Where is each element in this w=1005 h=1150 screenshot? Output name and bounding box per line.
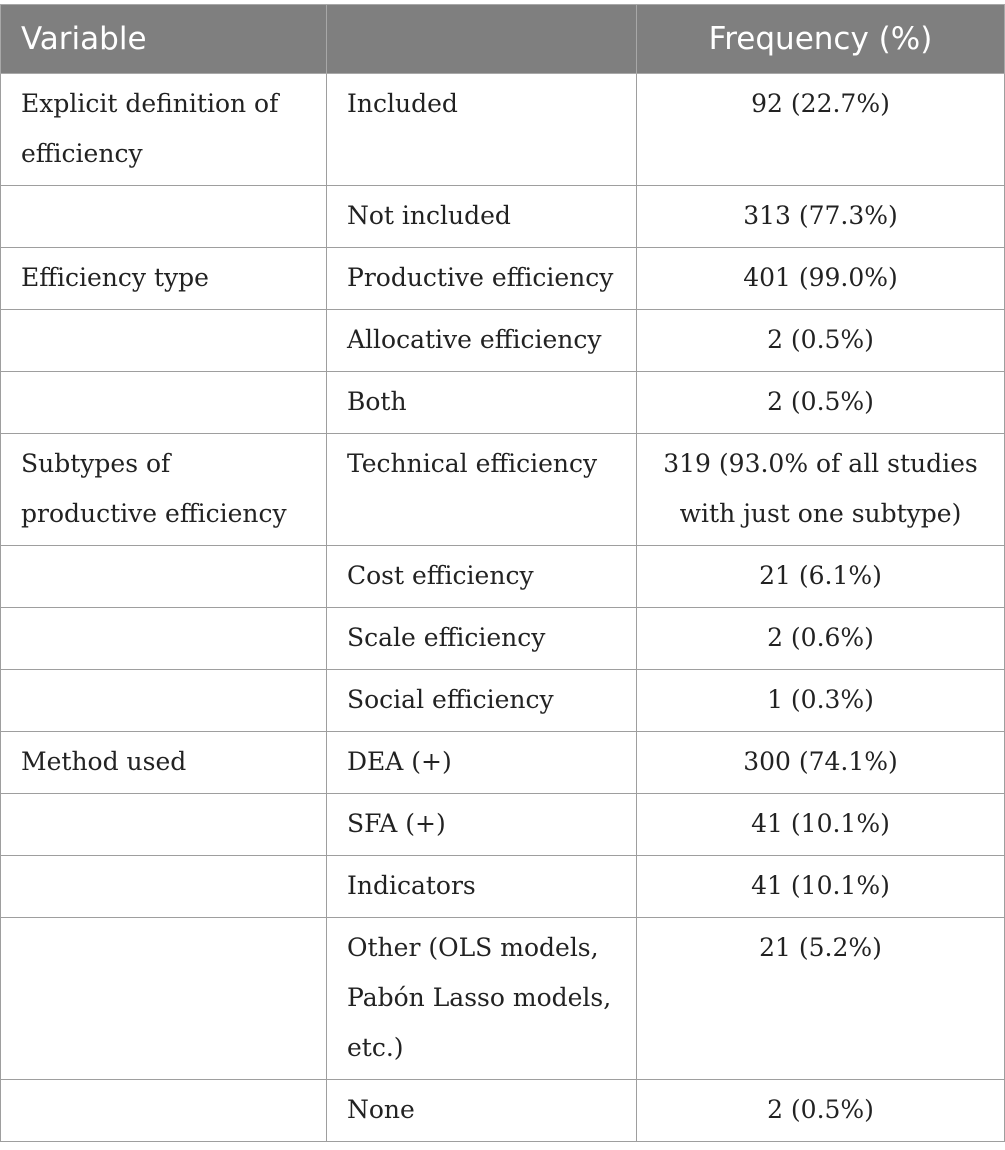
cell-category: Both <box>327 372 637 434</box>
cell-frequency: 41 (10.1%) <box>637 856 1005 918</box>
table-row <box>1 372 1005 434</box>
table-row <box>1 608 1005 670</box>
cell-category: DEA (+) <box>327 732 637 794</box>
cell-category: Scale efficiency <box>327 608 637 670</box>
cell-frequency: 21 (6.1%) <box>637 546 1005 608</box>
cell-variable <box>1 1080 327 1142</box>
cell-category: Productive efficiency <box>327 248 637 310</box>
cell-frequency: 2 (0.5%) <box>637 372 1005 434</box>
cell-category: Allocative efficiency <box>327 310 637 372</box>
cell-category: Other (OLS models, Pabón Lasso models, etc.) <box>327 918 637 1080</box>
cell-variable <box>1 670 327 732</box>
cell-variable <box>1 186 327 248</box>
cell-category: Not included <box>327 186 637 248</box>
cell-category: None <box>327 1080 637 1142</box>
cell-frequency: 401 (99.0%) <box>637 248 1005 310</box>
cell-category: Cost efficiency <box>327 546 637 608</box>
table-row <box>1 670 1005 732</box>
table-row <box>1 918 1005 1080</box>
cell-frequency: 300 (74.1%) <box>637 732 1005 794</box>
cell-category: Included <box>327 74 637 186</box>
cell-category: Indicators <box>327 856 637 918</box>
header-frequency: Frequency (%) <box>637 5 1005 74</box>
cell-category: Social efficiency <box>327 670 637 732</box>
table-header-row <box>1 5 1005 74</box>
cell-variable <box>1 546 327 608</box>
header-variable: Variable <box>1 5 327 74</box>
cell-frequency: 1 (0.3%) <box>637 670 1005 732</box>
cell-variable: Subtypes of productive efficiency <box>1 434 327 546</box>
cell-variable: Efficiency type <box>1 248 327 310</box>
cell-variable <box>1 608 327 670</box>
cell-variable <box>1 918 327 1080</box>
table-row <box>1 856 1005 918</box>
cell-frequency: 21 (5.2%) <box>637 918 1005 1080</box>
table-row <box>1 546 1005 608</box>
header-category <box>327 5 637 74</box>
table-row <box>1 186 1005 248</box>
cell-category: Technical efficiency <box>327 434 637 546</box>
table-row <box>1 794 1005 856</box>
cell-category: SFA (+) <box>327 794 637 856</box>
table-row <box>1 732 1005 794</box>
table-row <box>1 74 1005 186</box>
cell-variable <box>1 372 327 434</box>
cell-frequency: 92 (22.7%) <box>637 74 1005 186</box>
frequency-table <box>0 4 1005 1142</box>
cell-variable: Explicit definition of efficiency <box>1 74 327 186</box>
table-row <box>1 1080 1005 1142</box>
cell-frequency: 313 (77.3%) <box>637 186 1005 248</box>
cell-variable <box>1 794 327 856</box>
table-row <box>1 434 1005 546</box>
cell-variable: Method used <box>1 732 327 794</box>
cell-frequency: 2 (0.6%) <box>637 608 1005 670</box>
cell-frequency: 2 (0.5%) <box>637 1080 1005 1142</box>
cell-variable <box>1 310 327 372</box>
table-row <box>1 248 1005 310</box>
table-row <box>1 310 1005 372</box>
cell-variable <box>1 856 327 918</box>
cell-frequency: 41 (10.1%) <box>637 794 1005 856</box>
cell-frequency: 2 (0.5%) <box>637 310 1005 372</box>
cell-frequency: 319 (93.0% of all studies with just one subtype) <box>637 434 1005 546</box>
